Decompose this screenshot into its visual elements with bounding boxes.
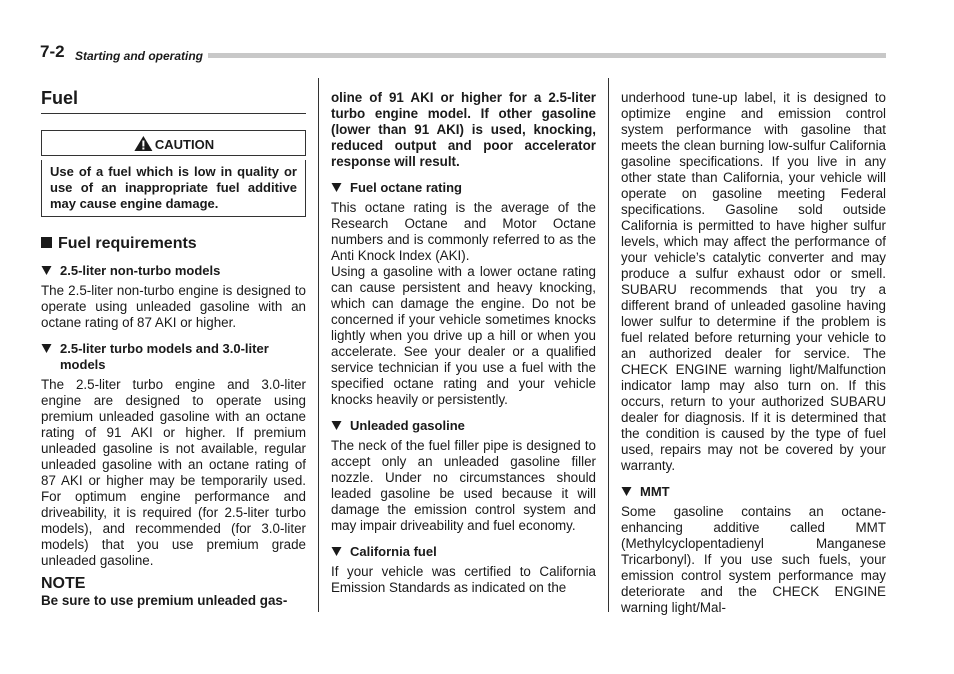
- mmt-text: Some gasoline contains an octane-enhancing additive called MMT (Methylcyclopentadienyl Manganese Tricarbonyl). If you use such fuels, your emission control system performance may deteriorate and the CHECK ENGINE warning light/Mal-: [621, 504, 886, 615]
- mmt-heading: [621, 484, 886, 500]
- octane-text-2: Using a gasoline with a lower octane rating can cause persistent and heavy knocking, which can damage the engine. Do not be concerned if your vehicle sometimes knocks lightly when you drive up a hill or when you accelerate. See your dealer or a qualified service technician if you use a fuel with the specified octane rating and your vehicle knocks heavily or persistently.: [331, 264, 596, 407]
- triangle-bullet-icon: [331, 418, 342, 432]
- california-continued-text: underhood tune-up label, it is designed to optimize engine and emission control system performance with gasoline that meets the clean burning low-sulfur California gasoline specifications. If you live in any other state than California, your vehicle will operate on gasoline meeting Federal specifications. Gasoline sold outside California is permitted to have higher sulfur levels, which may affect the performance of your vehicle’s catalytic converter and may produce a sulfur exhaust odor or smell. SUBARU recommends that you try a different brand of unleaded gasoline having lower sulfur to determine if the problem is fuel related before returning your vehicle to an authorized dealer for service. The CHECK ENGINE warning light/Malfunction indicator lamp may also turn on. If this occurs, return to your authorized SUBARU dealer for diagnosis. If it is determined that the condition is caused by the type of fuel used, repairs may not be covered by your warranty.: [621, 90, 886, 473]
- warning-triangle-icon: [133, 135, 153, 152]
- page-number: 7-2: [40, 42, 65, 61]
- note-text: Be sure to use premium unleaded gas-: [41, 593, 288, 608]
- triangle-bullet-icon: [41, 341, 52, 355]
- caution-label: CAUTION: [154, 137, 215, 152]
- column-3: [621, 78, 886, 616]
- octane-text-1: This octane rating is the average of the Research Octane and Motor Octane numbers and is commonly referred to as the Anti Knock Index (AKI).: [331, 200, 596, 263]
- caution-header-box: [41, 130, 306, 156]
- triangle-bullet-icon: [331, 180, 342, 194]
- column-divider-1: [318, 78, 319, 612]
- square-bullet-icon: [41, 237, 52, 248]
- note-heading: NOTE: [41, 575, 86, 592]
- octane-heading: [331, 180, 596, 196]
- fuel-heading: Fuel: [41, 88, 306, 114]
- caution-text: Use of a fuel which is low in quality or use of an inappropriate fuel additive may cause engine damage.: [50, 164, 297, 211]
- fuel-requirements-heading: [41, 235, 306, 253]
- california-text: If your vehicle was certified to California Emission Standards as indicated on the: [331, 564, 596, 595]
- california-heading: [331, 544, 596, 560]
- column-1: [41, 78, 306, 609]
- non-turbo-heading: [41, 263, 306, 279]
- octane-label: Fuel octane rating: [350, 180, 462, 195]
- turbo-heading: [41, 341, 306, 373]
- header-rule: [208, 53, 886, 58]
- turbo-text: The 2.5-liter turbo engine and 3.0-liter engine are designed to operate using premium unleaded gasoline with an octane rating of 91 AKI or higher. If premium unleaded gasoline is not available, regular unleaded gasoline with an octane rating of 87 AKI or higher may be temporarily used. For optimum engine performance and driveability, it is required (for 2.5-liter turbo models), and recommended (for 3.0-liter models) that you use premium grade unleaded gasoline.: [41, 377, 306, 568]
- mmt-label: MMT: [640, 484, 670, 499]
- non-turbo-text: The 2.5-liter non-turbo engine is designed to operate using unleaded gasoline with an octane rating of 87 AKI or higher.: [41, 283, 306, 330]
- triangle-bullet-icon: [41, 263, 52, 277]
- column-divider-2: [608, 78, 609, 612]
- unleaded-heading: [331, 418, 596, 434]
- non-turbo-label: 2.5-liter non-turbo models: [60, 263, 221, 278]
- column-2: [331, 78, 596, 596]
- triangle-bullet-icon: [331, 544, 342, 558]
- page-header: [40, 44, 886, 66]
- turbo-label: 2.5-liter turbo models and 3.0-liter models: [60, 341, 269, 372]
- caution-body: [41, 160, 306, 217]
- unleaded-text: The neck of the fuel filler pipe is designed to accept only an unleaded gasoline filler nozzle. Under no circumstances should leaded gasoline be used because it will damage the emission control system and may impair driveability and fuel economy.: [331, 438, 596, 533]
- triangle-bullet-icon: [621, 484, 632, 498]
- note-continued-text: oline of 91 AKI or higher for a 2.5-liter turbo engine model. If other gasoline (lower than 91 AKI) is used, knocking, reduced output and poor accelerator response will result.: [331, 90, 596, 169]
- section-title: Starting and operating: [75, 49, 204, 63]
- unleaded-label: Unleaded gasoline: [350, 418, 465, 433]
- california-label: California fuel: [350, 544, 437, 559]
- caution-label-wrap: [133, 135, 214, 152]
- fuel-requirements-label: Fuel requirements: [58, 235, 197, 252]
